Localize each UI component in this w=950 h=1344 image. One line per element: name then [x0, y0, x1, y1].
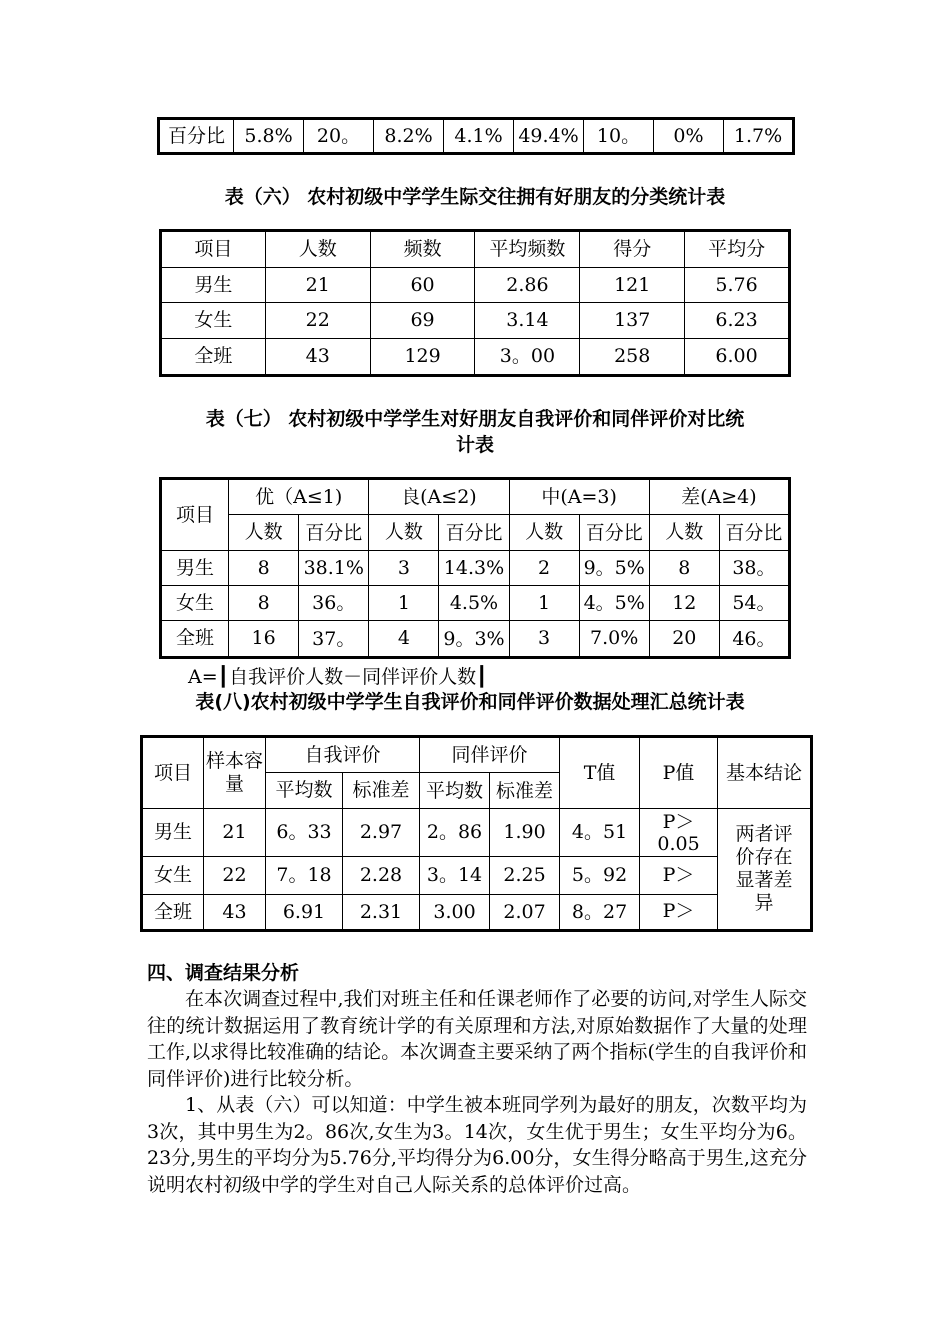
cell: 3。14	[420, 857, 490, 895]
header-cell: 人数	[265, 231, 370, 268]
cell: 69	[370, 303, 475, 339]
cell: 8.2%	[374, 119, 444, 154]
cell: 8。27	[560, 895, 640, 931]
cell: P＞	[640, 895, 718, 931]
cell: 8	[649, 551, 719, 586]
cell: 4.1%	[444, 119, 514, 154]
cell: 3。00	[475, 338, 580, 375]
cell: 10。	[584, 119, 654, 154]
header-cell: 百分比	[579, 515, 649, 551]
cell: 22	[265, 303, 370, 339]
table-row	[161, 303, 790, 339]
table7	[159, 477, 791, 659]
header-cell: 项目	[161, 231, 266, 268]
cell: 6.00	[685, 338, 790, 375]
cell: 7。18	[266, 857, 343, 895]
header-cell: 百分比	[299, 515, 369, 551]
cell: 20。	[304, 119, 374, 154]
cell: 1.7%	[724, 119, 794, 154]
cell: 3	[369, 551, 439, 586]
cell: 9。5%	[579, 551, 649, 586]
cell: 4.5%	[439, 586, 509, 621]
table-row	[142, 809, 812, 857]
header-cell: 中(A=3)	[509, 479, 649, 515]
cell: 9。3%	[439, 621, 509, 658]
table-header-row	[161, 231, 790, 268]
header-cell: 人数	[649, 515, 719, 551]
header-cell: P值	[640, 737, 718, 809]
cell: 6。33	[266, 809, 343, 857]
cell: 36。	[299, 586, 369, 621]
cell: 1	[509, 586, 579, 621]
header-cell: 平均频数	[475, 231, 580, 268]
header-cell: 百分比	[439, 515, 509, 551]
cell: 2.07	[490, 895, 560, 931]
cell: 5.76	[685, 267, 790, 303]
cell: 3.00	[420, 895, 490, 931]
table7-note: A=┃自我评价人数－同伴评价人数┃	[188, 666, 488, 688]
table-row	[161, 586, 790, 621]
header-cell: 平均数	[266, 773, 343, 809]
header-cell: 自我评价	[266, 737, 420, 773]
cell: 43	[265, 338, 370, 375]
header-cell: 基本结论	[718, 737, 812, 809]
header-cell: 人数	[369, 515, 439, 551]
table-row	[161, 267, 790, 303]
cell: 男生	[161, 551, 229, 586]
table-row	[161, 621, 790, 658]
cell: 1	[369, 586, 439, 621]
header-cell: 平均分	[685, 231, 790, 268]
header-cell: T值	[560, 737, 640, 809]
paragraph: 1、从表（六）可以知道：中学生被本班同学列为最好的朋友，次数平均为3次，其中男生为2。86次,女生为3。14次，女生优于男生；女生平均分为6。23分,男生的平均分为5.76分,平均得分为6.00分，女生得分略高于男生,这充分说明农村初级中学的学生对自己人际关系的总体评价过高。	[147, 1094, 807, 1196]
cell: 22	[204, 857, 266, 895]
cell: 12	[649, 586, 719, 621]
cell: 8	[229, 586, 299, 621]
table-row	[142, 857, 812, 895]
table7-caption-line1: 表（七） 农村初级中学学生对好朋友自我评价和同伴评价对比统	[205, 408, 745, 430]
conclusion-cell: 两者评价存在显著差异	[718, 809, 812, 931]
cell: 2.86	[475, 267, 580, 303]
cell: 全班	[161, 621, 229, 658]
cell: 6.91	[266, 895, 343, 931]
cell: 2.97	[343, 809, 420, 857]
table7-caption-line2: 计表	[455, 434, 494, 456]
cell: 49.4%	[514, 119, 584, 154]
cell: 全班	[142, 895, 204, 931]
cell: 137	[580, 303, 685, 339]
cell: 1.90	[490, 809, 560, 857]
percentage-table	[157, 117, 795, 155]
cell: 129	[370, 338, 475, 375]
table-row	[142, 895, 812, 931]
cell: 男生	[142, 809, 204, 857]
header-cell: 项目	[161, 479, 229, 551]
cell: 女生	[142, 857, 204, 895]
table6-caption: 表（六） 农村初级中学学生际交往拥有好朋友的分类统计表	[224, 186, 726, 208]
cell: 2.28	[343, 857, 420, 895]
cell: 38.1%	[299, 551, 369, 586]
cell: 5.8%	[234, 119, 304, 154]
cell: 14.3%	[439, 551, 509, 586]
header-cell: 人数	[509, 515, 579, 551]
header-cell: 百分比	[719, 515, 789, 551]
cell: 21	[265, 267, 370, 303]
header-cell: 良(A≤2)	[369, 479, 509, 515]
table8-caption: 表(八)农村初级中学学生自我评价和同伴评价数据处理汇总统计表	[195, 691, 745, 713]
cell: 2.25	[490, 857, 560, 895]
header-cell: 人数	[229, 515, 299, 551]
cell: 全班	[161, 338, 266, 375]
cell: 4。5%	[579, 586, 649, 621]
header-cell: 得分	[580, 231, 685, 268]
table8	[140, 735, 813, 932]
cell: 男生	[161, 267, 266, 303]
cell: 38。	[719, 551, 789, 586]
table-header-row	[142, 737, 812, 773]
table-header-row	[161, 479, 790, 515]
table-row	[161, 338, 790, 375]
cell: 0%	[654, 119, 724, 154]
header-cell: 标准差	[490, 773, 560, 809]
table-subheader-row	[161, 515, 790, 551]
cell: 2	[509, 551, 579, 586]
cell: 16	[229, 621, 299, 658]
header-cell: 优（A≤1)	[229, 479, 369, 515]
cell: 37。	[299, 621, 369, 658]
cell: 女生	[161, 586, 229, 621]
header-cell: 样本容量	[204, 737, 266, 809]
cell: 2。86	[420, 809, 490, 857]
cell: 4	[369, 621, 439, 658]
cell: 6.23	[685, 303, 790, 339]
cell: 女生	[161, 303, 266, 339]
header-cell: 差(A≥4)	[649, 479, 789, 515]
header-cell: 平均数	[420, 773, 490, 809]
percentage-row	[159, 119, 794, 154]
cell: 46。	[719, 621, 789, 658]
cell: 7.0%	[579, 621, 649, 658]
cell: 54。	[719, 586, 789, 621]
cell: 43	[204, 895, 266, 931]
section-heading: 四、调查结果分析	[147, 962, 300, 984]
cell: 3.14	[475, 303, 580, 339]
header-cell: 标准差	[343, 773, 420, 809]
cell: P＞	[640, 857, 718, 895]
cell: 5。92	[560, 857, 640, 895]
header-cell: 频数	[370, 231, 475, 268]
cell: 8	[229, 551, 299, 586]
paragraph: 在本次调查过程中,我们对班主任和任课老师作了必要的访问,对学生人际交往的统计数据运用了教育统计学的有关原理和方法,对原始数据作了大量的处理工作,以求得比较准确的结论。本次调查主要采纳了两个指标(学生的自我评价和同伴评价)进行比较分析。	[147, 988, 807, 1090]
table6	[159, 229, 791, 377]
cell: 21	[204, 809, 266, 857]
cell: P＞0.05	[640, 809, 718, 857]
header-cell: 项目	[142, 737, 204, 809]
cell: 百分比	[159, 119, 234, 154]
cell: 20	[649, 621, 719, 658]
header-cell: 同伴评价	[420, 737, 560, 773]
cell: 258	[580, 338, 685, 375]
cell: 3	[509, 621, 579, 658]
cell: 121	[580, 267, 685, 303]
cell: 4。51	[560, 809, 640, 857]
cell: 60	[370, 267, 475, 303]
cell: 2.31	[343, 895, 420, 931]
table-row	[161, 551, 790, 586]
